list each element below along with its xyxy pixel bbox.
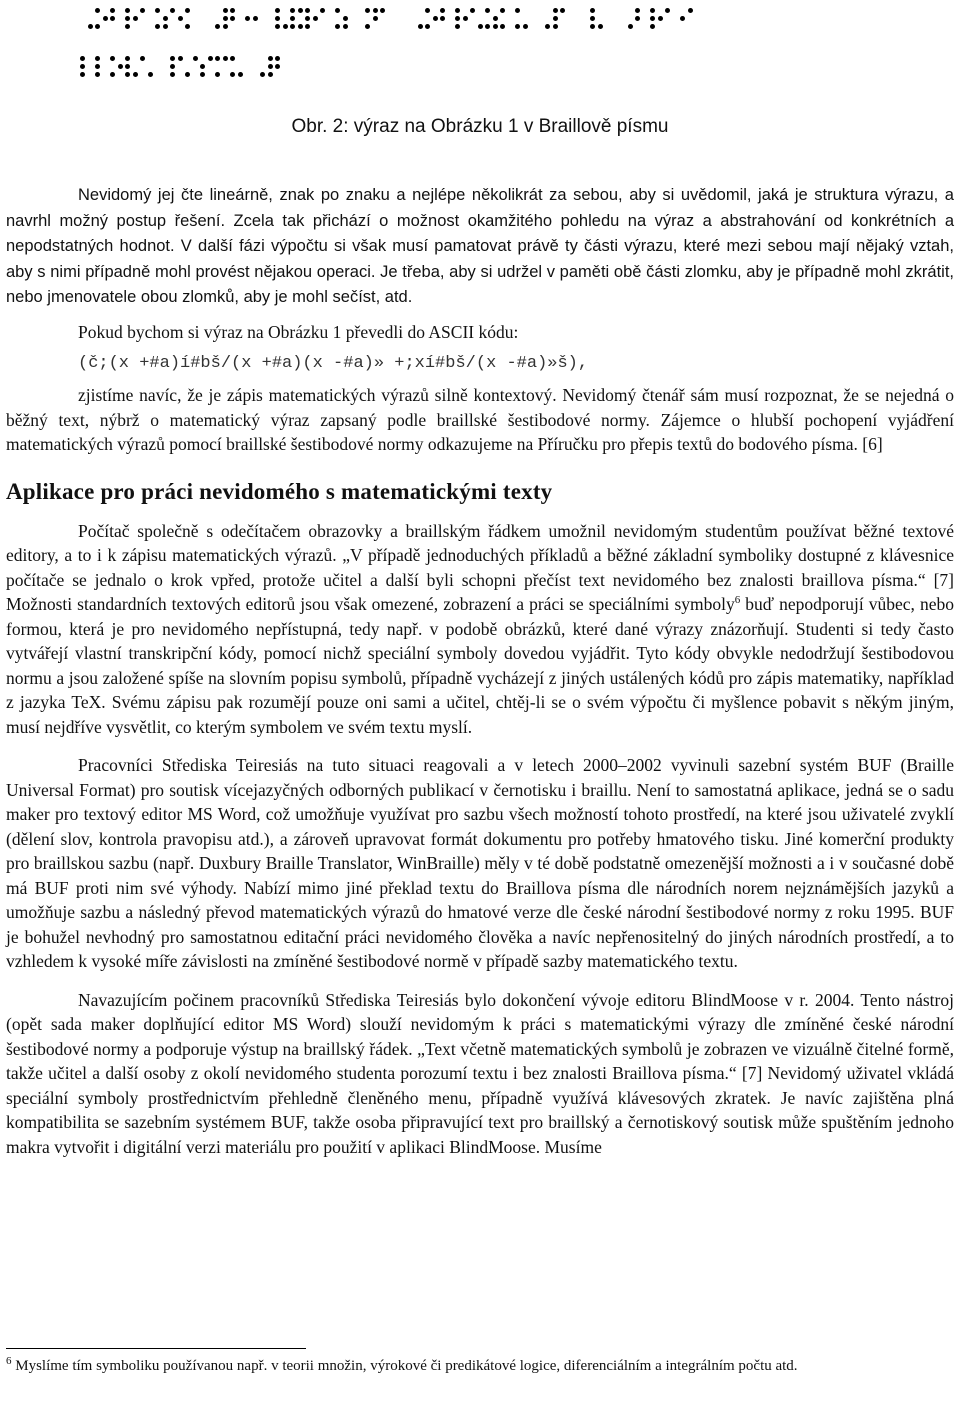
braille-dot	[200, 64, 205, 69]
braille-cell	[560, 8, 575, 29]
braille-cell	[140, 8, 155, 29]
braille-dot	[650, 8, 655, 13]
braille-dot	[290, 16, 295, 21]
braille-dot	[485, 24, 490, 29]
braille-cell	[215, 56, 230, 77]
footnote	[6, 1356, 954, 1377]
braille-cell	[260, 8, 275, 29]
braille-dot	[170, 72, 175, 77]
braille-cell	[680, 8, 695, 29]
braille-dot	[425, 24, 430, 29]
braille-cell	[530, 8, 545, 29]
braille-dot	[305, 8, 310, 13]
braille-dot	[553, 24, 558, 29]
braille-dot	[103, 16, 108, 21]
braille-cell	[665, 8, 680, 29]
braille-dot	[305, 24, 310, 29]
braille-dot	[275, 24, 280, 29]
paragraph-4	[6, 519, 954, 740]
braille-dot	[380, 8, 385, 13]
braille-dot	[268, 72, 273, 77]
braille-dot	[125, 72, 130, 77]
braille-dot	[170, 8, 175, 13]
braille-dot	[373, 16, 378, 21]
braille-dot	[493, 24, 498, 29]
braille-dot	[598, 24, 603, 29]
braille-cell	[245, 56, 260, 77]
braille-cell	[155, 56, 170, 77]
paragraph-1-text: Nevidomý jej čte lineárně, znak po znaku a nejlépe několikrát za sebou, aby si uvědomil, jaká je struktura výrazu, a navrhl možný postup řešení. Zcela tak přichází o možnost okamžitého pohledu na výraz a abstrahování od konkrétních a nepodstatných hodnot. V další fázi výpočtu si však musí pamatovat právě ty části výrazu, které mezi sebou mají nějaký vztah, aby s nimi případně mohl provést nějakou operaci. Je třeba, aby si udržel v paměti obě části zlomku, aby je případně mohl zkrátit, nebo jmenovatele obou zlomků, aby je mohl sečíst, atd.	[6, 186, 954, 306]
braille-cell	[95, 8, 110, 29]
braille-dot	[440, 8, 445, 13]
braille-dot	[275, 16, 280, 21]
braille-dot	[110, 16, 115, 21]
braille-dot	[320, 8, 325, 13]
braille-dot	[290, 8, 295, 13]
braille-dot	[590, 8, 595, 13]
braille-dot	[230, 8, 235, 13]
braille-dot	[313, 16, 318, 21]
braille-dot	[185, 24, 190, 29]
braille-dot	[140, 8, 145, 13]
braille-cell	[245, 8, 260, 29]
braille-dot	[635, 8, 640, 13]
braille-cell	[215, 8, 230, 29]
braille-dot	[163, 16, 168, 21]
braille-dot	[493, 16, 498, 21]
braille-dot	[635, 16, 640, 21]
braille-dot	[140, 56, 145, 61]
braille-dot	[95, 56, 100, 61]
braille-dot	[688, 8, 693, 13]
braille-dot	[590, 16, 595, 21]
braille-dot	[95, 72, 100, 77]
braille-dot	[215, 72, 220, 77]
braille-dot	[118, 64, 123, 69]
braille-dot	[125, 64, 130, 69]
braille-dot	[223, 56, 228, 61]
braille-dot	[238, 72, 243, 77]
braille-dot	[523, 24, 528, 29]
braille-dot	[170, 64, 175, 69]
braille-dot	[335, 24, 340, 29]
braille-dot	[223, 8, 228, 13]
braille-dot	[223, 24, 228, 29]
braille-cell	[260, 56, 275, 77]
braille-dot	[230, 56, 235, 61]
braille-cell	[200, 8, 215, 29]
braille-cell	[290, 8, 305, 29]
braille-dot	[305, 16, 310, 21]
braille-cell	[620, 8, 635, 29]
braille-cell	[380, 8, 395, 29]
paragraph-4-text-b: buď nepodporují vůbec, nebo formou, která je pro nevidomého nepřístupná, tedy např. v podobě obrázků, které dané výrazy znázorňují. Studenti si tedy často vytvářejí vlastní transkripční kódy, pomocí nichž speciální symboly dovedou vyjádřit. Tyto kódy obvykle nedodržují šestibodovou normu a jsou založené spíše na slovním popisu symbolů, případně vycházejí z jiných ustálených kódů pro zápis matematiky, například z jazyka TeX. Svému zápisu pak rozumějí pouze oni sami a učitel, chtěj-li se o svém výpočtu či myšlence pobavit s někým jiným, musí nejdříve vysvětlit, co kterým symbolem ve svém textu myslí.	[6, 594, 954, 737]
braille-dot	[185, 8, 190, 13]
braille-dot	[125, 24, 130, 29]
braille-dot	[290, 24, 295, 29]
braille-dot	[650, 24, 655, 29]
braille-cell	[365, 8, 380, 29]
braille-dot	[470, 8, 475, 13]
footnote-number: 6	[6, 1355, 12, 1367]
braille-dot	[365, 8, 370, 13]
braille-cell	[305, 8, 320, 29]
braille-dot	[365, 24, 370, 29]
braille-dot	[215, 56, 220, 61]
braille-cell	[80, 56, 95, 77]
braille-dot	[193, 56, 198, 61]
braille-dot	[80, 64, 85, 69]
braille-dot	[148, 72, 153, 77]
braille-cell	[440, 8, 455, 29]
braille-dot	[95, 8, 100, 13]
paragraph-6: Navazujícím počinem pracovníků Střediska Teiresiás bylo dokončení vývoje editoru BlindMoose v r. 2004. Tento nástroj (opět sada maker doplňující editor MS Word) slouží nevidomým k práci s matematickými výrazy dle zmíněné české národní šestibodové normy a podporuje výstup na braillský řádek. „Text včetně matematických symbolů je zobrazen ve vizuálně čitelné formě, takže učitel a další osoby z okolí nevidomého studenta porozumí textu i bez znalosti Braillova písma.“ [7] Nevidomý uživatel vkládá speciální symboly prostřednictvím přehledně členěného menu, případně využívá klávesových zkratek. Je navíc zajištěna plná kompatibilita se sazebním systémem BUF, takže osoba připravující text pro braillský a černotiskový soutisk může spuštěním jednoho makra vytvořit i digitální verzi materiálu pro použití v aplikaci BlindMoose. Musíme	[6, 989, 954, 1157]
braille-dot	[680, 16, 685, 21]
braille-dot	[515, 8, 520, 13]
braille-dot	[200, 72, 205, 77]
braille-dot	[658, 16, 663, 21]
braille-dot	[650, 16, 655, 21]
braille-cell	[485, 8, 500, 29]
braille-dot	[500, 24, 505, 29]
braille-cell	[200, 56, 215, 77]
braille-cell	[500, 8, 515, 29]
braille-cell	[635, 8, 650, 29]
braille-dot	[125, 16, 130, 21]
paragraph-4-text-a: Počítač společně s odečítačem obrazovky a braillským řádkem umožnil nevidomým studentům používat běžné textové editory, a to i k zápisu matematických výrazů. „V případě jednoduchých příkladů a běžné základní symboliky dostupné z klávesnice počítače se jednalo o krok vpřed, protože učitel a další byli schopni přečíst text nevidomého bez znalosti braillova písma.“ [7] Možnosti standardních textových editorů jsou však omezené, zobrazení a práci se speciálními symboly	[6, 520, 954, 614]
braille-dot	[665, 8, 670, 13]
braille-cell	[545, 8, 560, 29]
braille-cell	[230, 8, 245, 29]
braille-cell	[275, 8, 290, 29]
paragraph-5: Pracovníci Střediska Teiresiás na tuto situaci reagovali a v letech 2000–2002 vyvinuli sazební systém BUF (Braille Universal Format) pro soutisk vícejazyčných odborných publikací v černotisku i braillu. Není to samostatná aplikace, jedná se o sadu maker pro textový editor MS Word, což umožňuje využívat pro sazbu všech možností tohoto prostředí, na které jsou uživatelé zvyklí (dělení slov, kontrola pravopisu atd.), a zároveň upravovat formát dokumentu pro potřeby hmatového tisku. Jiné komerční produkty pro braillskou sazbu (např. Duxbury Braille Translator, WinBraille) měly v té době podstatně omezenější možnosti a i v současné době má BUF proti nim své výhody. Nabízí mimo jiné překlad textu do Braillova písma dle národních norem nejznámějších jazyků a umožňuje sazbu a následný převod matematických výrazů do hmatové verze dle české národní šestibodové normy z roku 1995. BUF je bohužel nevhodný pro samostatnou editační práci nevidomého člověka a navíc nepřenositelný do jiných národních prostředí, a to vzhledem k vysoké míře závislosti na zmíněné šestibodové normě v případě sazby matematického textu.	[6, 755, 954, 971]
braille-dot	[230, 72, 235, 77]
braille-dot	[110, 72, 115, 77]
body-text	[6, 182, 954, 1159]
braille-line-1	[80, 8, 695, 29]
braille-dot	[485, 8, 490, 13]
braille-dot	[343, 16, 348, 21]
braille-cell	[80, 8, 95, 29]
braille-dot	[500, 8, 505, 13]
braille-dot	[463, 16, 468, 21]
braille-dot	[590, 24, 595, 29]
braille-dot	[185, 72, 190, 77]
braille-dot	[155, 24, 160, 29]
braille-dot	[230, 16, 235, 21]
braille-dot	[545, 24, 550, 29]
braille-dot	[95, 64, 100, 69]
braille-cell	[95, 56, 110, 77]
braille-cell	[350, 8, 365, 29]
paragraph-1	[6, 182, 954, 310]
braille-cell	[470, 8, 485, 29]
braille-cell	[110, 56, 125, 77]
braille-dot	[155, 8, 160, 13]
braille-dot	[88, 24, 93, 29]
braille-dot	[455, 8, 460, 13]
braille-dot	[133, 16, 138, 21]
braille-dot	[478, 24, 483, 29]
braille-dot	[95, 24, 100, 29]
braille-dot	[335, 8, 340, 13]
braille-dot	[110, 56, 115, 61]
braille-dot	[440, 16, 445, 21]
paragraph-2: Pokud bychom si výraz na Obrázku 1 převedli do ASCII kódu:	[78, 321, 519, 342]
braille-cell	[410, 8, 425, 29]
braille-dot	[373, 8, 378, 13]
braille-dot	[275, 64, 280, 69]
braille-dot	[275, 8, 280, 13]
braille-cell	[275, 56, 290, 77]
braille-dot	[628, 24, 633, 29]
braille-cell	[155, 8, 170, 29]
braille-dot	[253, 16, 258, 21]
braille-cell	[230, 56, 245, 77]
braille-dot	[455, 16, 460, 21]
braille-dot	[215, 24, 220, 29]
braille-dot	[283, 24, 288, 29]
braille-cell	[170, 8, 185, 29]
braille-dot	[245, 16, 250, 21]
braille-cell	[110, 8, 125, 29]
footnote-divider	[6, 1348, 306, 1349]
paragraph-3: zjistíme navíc, že je zápis matematických výrazů silně kontextový. Nevidomý čtenář sám musí rozpoznat, že se nejedná o běžný text, nýbrž o matematický výraz zapsaný podle braillské šestibodové normy. Zájemce o hlubší pochopení vyjádření matematických výrazů pomocí braillské šestibodové normy odkazujeme na Příručku pro přepis textů do bodového písma. [6]	[6, 385, 954, 454]
braille-cell	[140, 56, 155, 77]
braille-cell	[650, 8, 665, 29]
braille-dot	[553, 16, 558, 21]
braille-dot	[260, 72, 265, 77]
braille-dot	[553, 8, 558, 13]
braille-cell	[590, 8, 605, 29]
braille-dot	[110, 8, 115, 13]
braille-dot	[178, 56, 183, 61]
braille-cell	[335, 8, 350, 29]
braille-dot	[433, 16, 438, 21]
braille-cell	[125, 8, 140, 29]
braille-dot	[163, 24, 168, 29]
braille-dot	[515, 24, 520, 29]
braille-cell	[575, 8, 590, 29]
braille-dot	[80, 72, 85, 77]
braille-cell	[395, 8, 410, 29]
braille-dot	[268, 56, 273, 61]
braille-dot	[170, 56, 175, 61]
braille-dot	[298, 24, 303, 29]
section-heading: Aplikace pro práci nevidomého s matematickými texty	[6, 478, 553, 504]
braille-dot	[455, 24, 460, 29]
braille-dot	[275, 56, 280, 61]
braille-dot	[178, 16, 183, 21]
braille-cell	[125, 56, 140, 77]
footnote-text: Myslíme tím symboliku používanou např. v teorii množin, výrokové či predikátové logice, diferenciálním a integrálním počtu atd.	[11, 1358, 798, 1374]
braille-dot	[425, 8, 430, 13]
braille-dot	[298, 8, 303, 13]
braille-cell	[455, 8, 470, 29]
braille-cell	[425, 8, 440, 29]
braille-dot	[208, 56, 213, 61]
braille-cell	[515, 8, 530, 29]
braille-dot	[125, 56, 130, 61]
ascii-code: (č;(x +#a)í#bš/(x +#a)(x -#a)» +;xí#bš/(x -#a)»š),	[78, 354, 589, 373]
braille-dot	[418, 24, 423, 29]
braille-cell	[605, 8, 620, 29]
braille-dot	[80, 56, 85, 61]
braille-cell	[170, 56, 185, 77]
braille-cell	[185, 56, 200, 77]
braille-dot	[343, 24, 348, 29]
braille-dot	[223, 16, 228, 21]
braille-cell	[320, 8, 335, 29]
braille-dot	[125, 8, 130, 13]
braille-dot	[133, 72, 138, 77]
braille-line-2	[80, 56, 290, 77]
braille-dot	[560, 8, 565, 13]
figure-caption: Obr. 2: výraz na Obrázku 1 v Braillově písmu	[291, 116, 669, 137]
braille-dot	[268, 64, 273, 69]
footnote-marker: 6	[734, 594, 741, 607]
braille-cell	[185, 8, 200, 29]
